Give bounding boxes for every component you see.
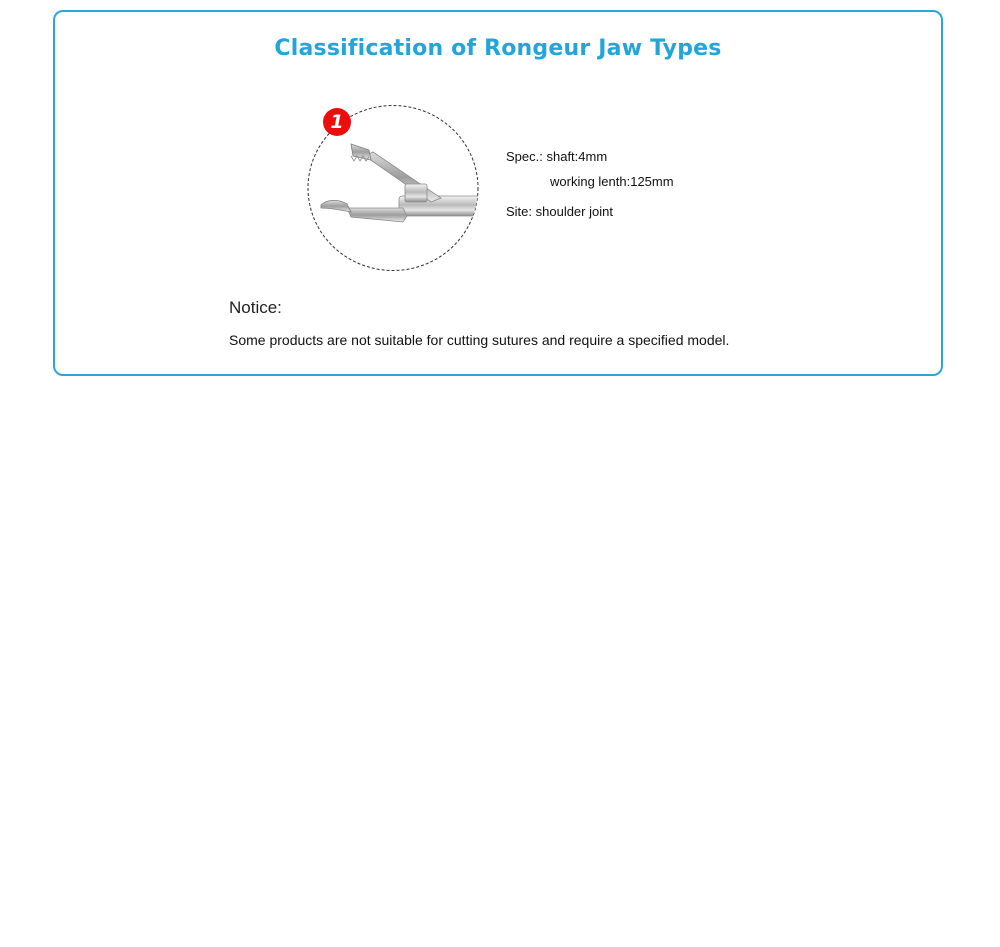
notice-text: Some products are not suitable for cutting sutures and require a specified model. — [229, 332, 730, 348]
spec-block — [506, 149, 674, 219]
item-number-badge: 1 — [323, 108, 351, 136]
spec-shaft: shaft:4mm — [546, 149, 608, 164]
spec-shaft-row — [506, 149, 674, 174]
notice-title: Notice: — [229, 298, 282, 317]
spec-site: Site: shoulder joint — [506, 204, 613, 219]
card-title: Classification of Rongeur Jaw Types — [274, 36, 722, 61]
jaw-type-card — [53, 10, 943, 376]
spec-label: Spec.: — [506, 149, 543, 164]
spec-working-length: working lenth:125mm — [550, 174, 674, 189]
